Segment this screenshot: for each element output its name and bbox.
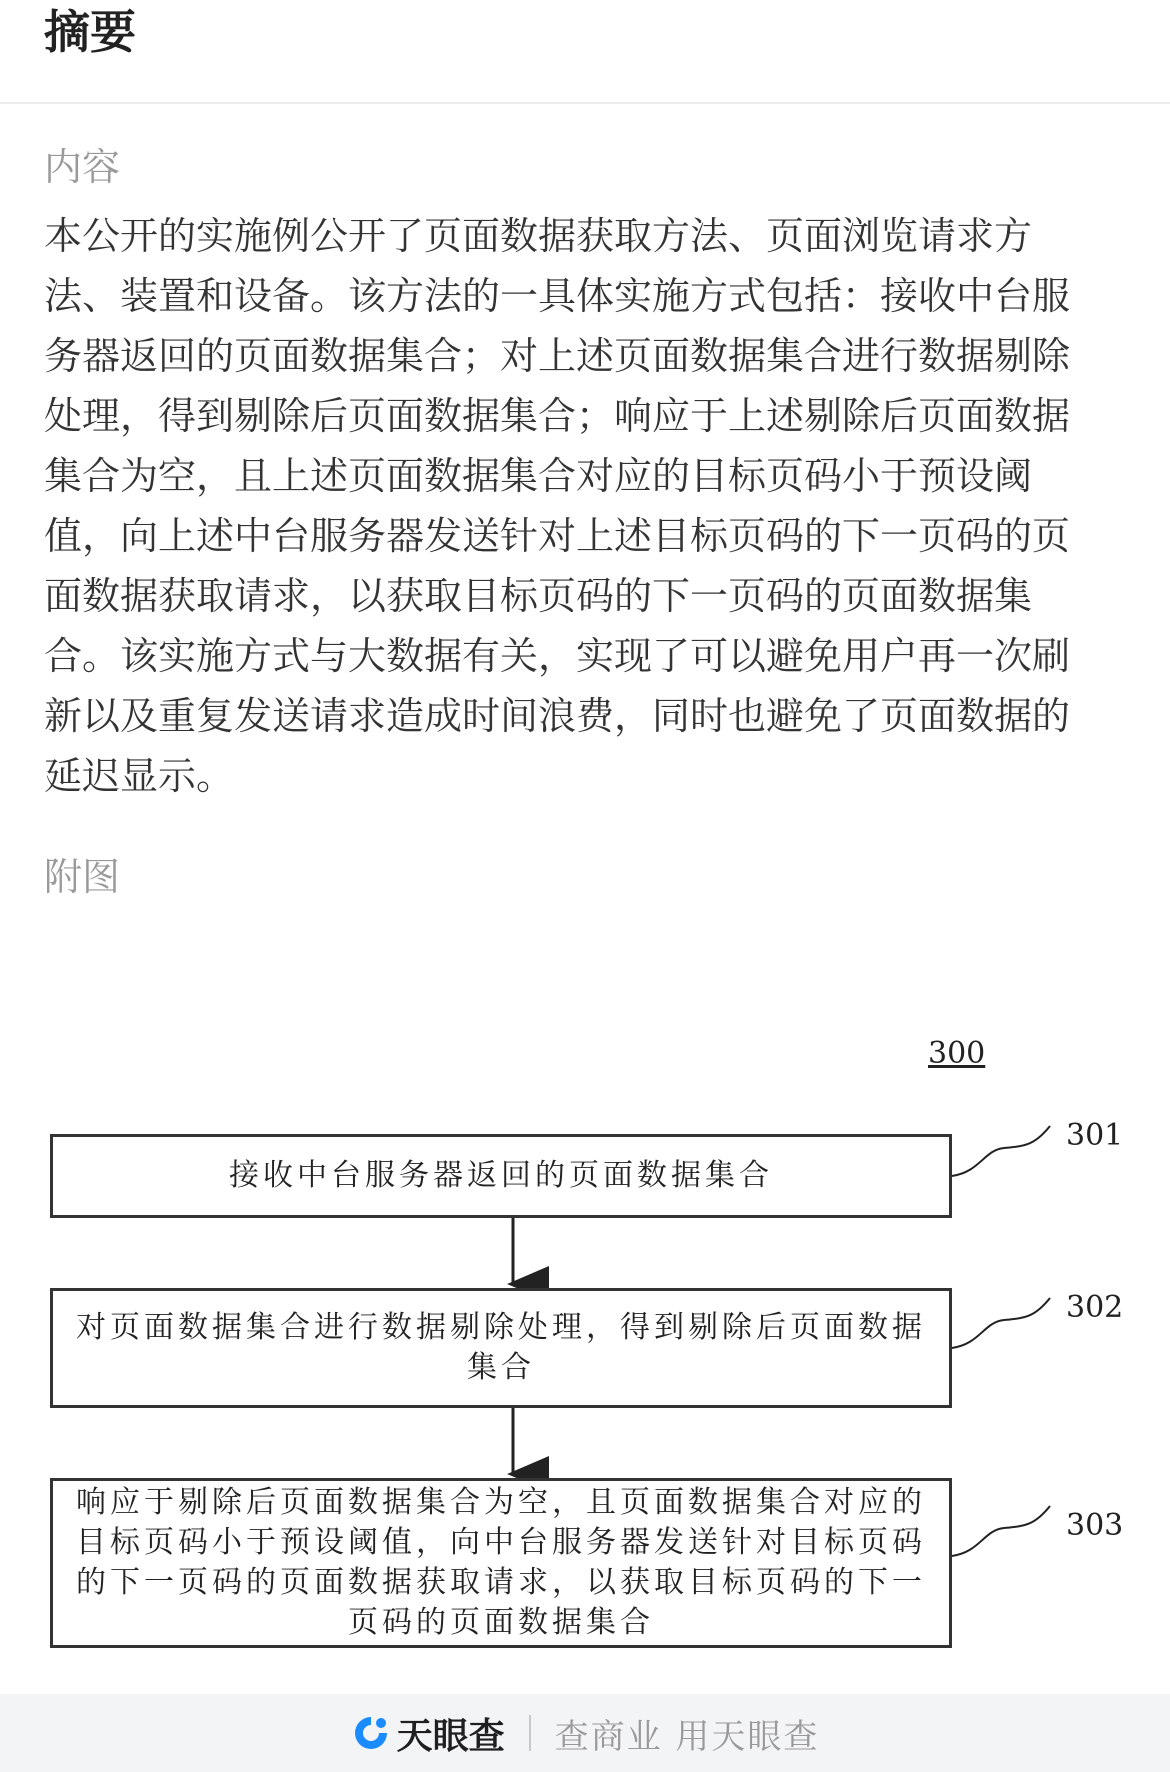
abstract-text: 本公开的实施例公开了页面数据获取方法、页面浏览请求方法、装置和设备。该方法的一具体实施方式包括：接收中台服务器返回的页面数据集合；对上述页面数据集合进行数据剔除处理，得到剔除后页面数据集合；响应于上述剔除后页面数据集合为空，且上述页面数据集合对应的目标页码小于预设阈值，向上述中台服务器发送针对上述目标页码的下一页码的页面数据获取请求，以获取目标页码的下一页码的页面数据集合。该实施方式与大数据有关，实现了可以避免用户再一次刷新以及重复发送请求造成时间浪费，同时也避免了页面数据的延迟显示。 bbox=[44, 214, 1071, 798]
brand-footer[interactable] bbox=[0, 1694, 1170, 1772]
leader-303 bbox=[952, 1506, 1050, 1556]
step-ref-303: 303 bbox=[1066, 1508, 1124, 1543]
title-divider bbox=[0, 102, 1170, 104]
step-ref-301: 301 bbox=[1066, 1118, 1124, 1153]
figure-section-label: 附图 bbox=[44, 855, 121, 899]
flow-step-303: 响应于剔除后页面数据集合为空，且页面数据集合对应的目标页码小于预设阈值，向中台服务器发送针对目标页码的下一页码的页面数据获取请求，以获取目标页码的下一页码的页面数据集合 bbox=[50, 1478, 952, 1648]
brand-logo[interactable] bbox=[351, 1708, 505, 1759]
page-title: 摘要 bbox=[44, 5, 136, 59]
brand-divider bbox=[529, 1715, 531, 1751]
step-ref-302: 302 bbox=[1066, 1290, 1124, 1325]
flowchart-figure[interactable] bbox=[0, 1000, 1170, 1680]
flow-step-302: 对页面数据集合进行数据剔除处理，得到剔除后页面数据集合 bbox=[50, 1288, 952, 1408]
tianyancha-logo-icon bbox=[351, 1713, 391, 1753]
content-section-label: 内容 bbox=[44, 145, 121, 189]
figure-number: 300 bbox=[928, 1036, 986, 1071]
leader-302 bbox=[952, 1298, 1050, 1348]
leader-301 bbox=[952, 1126, 1050, 1176]
brand-slogan: 查商业 用天眼查 bbox=[554, 1716, 820, 1757]
flow-step-301: 接收中台服务器返回的页面数据集合 bbox=[50, 1134, 952, 1218]
brand-name: 天眼查 bbox=[396, 1715, 505, 1757]
